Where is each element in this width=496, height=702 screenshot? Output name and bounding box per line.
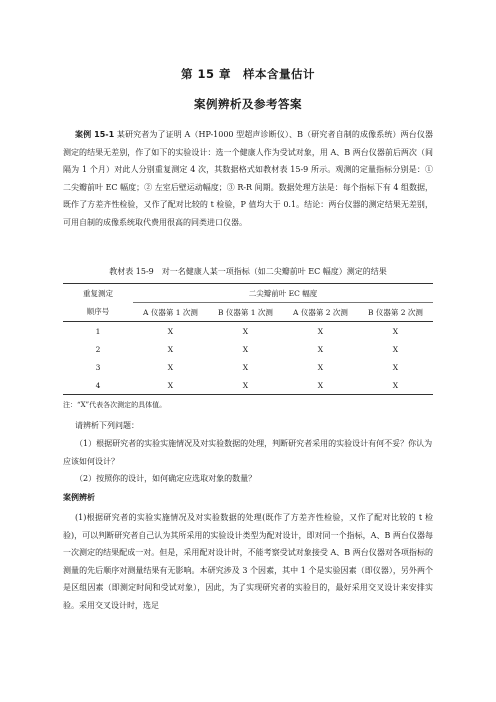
table-cell: X bbox=[242, 362, 249, 372]
row-id: 3 bbox=[95, 362, 101, 372]
table-cell: X bbox=[167, 362, 174, 372]
table-cell: X bbox=[358, 376, 433, 395]
analysis-paragraph: (1)根据研究者的实验实施情况及对实验数据的处理(既作了方差齐性检验，又作了配对比较的 t 检验)，可以判断研究者自己认为其所采用的实验设计类型为配对设计，即对同一个指标，A、B 两台仪器每一次测定的结果配成一对。但是，采用配对设计时，不能考察受试对象接受 A、B 两台仪器对各项指标的测量的先后顺序对测量结果有无影响。本研究涉及 3 个因素，其中 1 个是实验因素（即仪器），另外两个是区组因素（即测定时间和受试对象），因此，为了实现研究者的实验目的，最好采用交叉设计来安排实验。采用交叉设计时，选足 bbox=[63, 513, 433, 610]
table-row bbox=[63, 358, 433, 376]
table-cell: X bbox=[317, 344, 324, 354]
table-cell: X bbox=[392, 326, 399, 336]
table-header-col1-line2: 顺序号 bbox=[63, 303, 133, 322]
table-row bbox=[63, 340, 433, 358]
table-note: 注：“X”代表各次测定的具体值。 bbox=[63, 401, 167, 409]
table-cell: X bbox=[167, 326, 174, 336]
data-table bbox=[63, 283, 433, 395]
question-2: （2）按照你的设计，如何确定应选取对象的数量？ bbox=[75, 474, 257, 483]
case-label: 案例 15-1 bbox=[75, 130, 115, 139]
table-header-group: 二尖瓣前叶 EC 幅度 bbox=[133, 284, 433, 303]
table-caption: 教材表 15-9 对一名健康人某一项指标（如二尖瓣前叶 EC 幅度）测定的结果 bbox=[109, 267, 387, 276]
row-id: 2 bbox=[95, 344, 101, 354]
table-header-col: A 仪器第 1 次测 bbox=[133, 303, 208, 322]
question-1: （1）根据研究者的实验实施情况及对实验数据的处理，判断研究者采用的实验设计有何不妥？你认为应该如何设计？ bbox=[63, 439, 433, 466]
table-header-col: A 仪器第 2 次测 bbox=[283, 303, 358, 322]
table-header-col: B 仪器第 2 次测 bbox=[358, 303, 433, 322]
table-cell: X bbox=[317, 362, 324, 372]
table-header-col: B 仪器第 1 次测 bbox=[208, 303, 283, 322]
case-paragraph bbox=[63, 126, 433, 231]
table-cell: X bbox=[317, 326, 324, 336]
table-cell: X bbox=[392, 344, 399, 354]
table-cell: X bbox=[242, 344, 249, 354]
case-text: 某研究者为了证明 A（HP-1000 型超声诊断仪）、B（研究者自制的成像系统）两台仪器测定的结果无差别，作了如下的实验设计：选一个健康人作为受试对象，用 A、B 两台仪器前后两次（间隔为 1 个月）对此人分别重复测定 4 次，其数据格式如教材表 15-9 所示。观测的定量指标分别是：① 二尖瓣前叶 EC 幅度；② 左室后壁运动幅度；③ R-R 间期。数据处理方法是：每个指标下有 4 组数据，既作了方差齐性检验，又作了配对比较的 t 检验，P 值均大于 0.1。结论：两台仪器的测定结果无差别，可用自制的成像系统取代费用很高的同类进口仪器。 bbox=[63, 130, 433, 227]
table-cell: X bbox=[208, 376, 283, 395]
analysis-heading: 案例辨析 bbox=[63, 493, 95, 502]
table-cell: X bbox=[242, 326, 249, 336]
table-header-col1-line1: 重复测定 bbox=[83, 288, 113, 298]
chapter-subtitle: 案例辨析及参考答案 bbox=[194, 97, 302, 111]
table-row bbox=[63, 376, 433, 395]
chapter-title: 第 15 章 样本含量估计 bbox=[180, 67, 315, 81]
row-id: 1 bbox=[95, 326, 101, 336]
table-row bbox=[63, 322, 433, 341]
table-cell: X bbox=[167, 344, 174, 354]
table-cell: X bbox=[392, 362, 399, 372]
table-cell: X bbox=[133, 376, 208, 395]
table-cell: X bbox=[283, 376, 358, 395]
row-id: 4 bbox=[63, 376, 133, 395]
questions-intro: 请辨析下列问题： bbox=[75, 421, 139, 430]
